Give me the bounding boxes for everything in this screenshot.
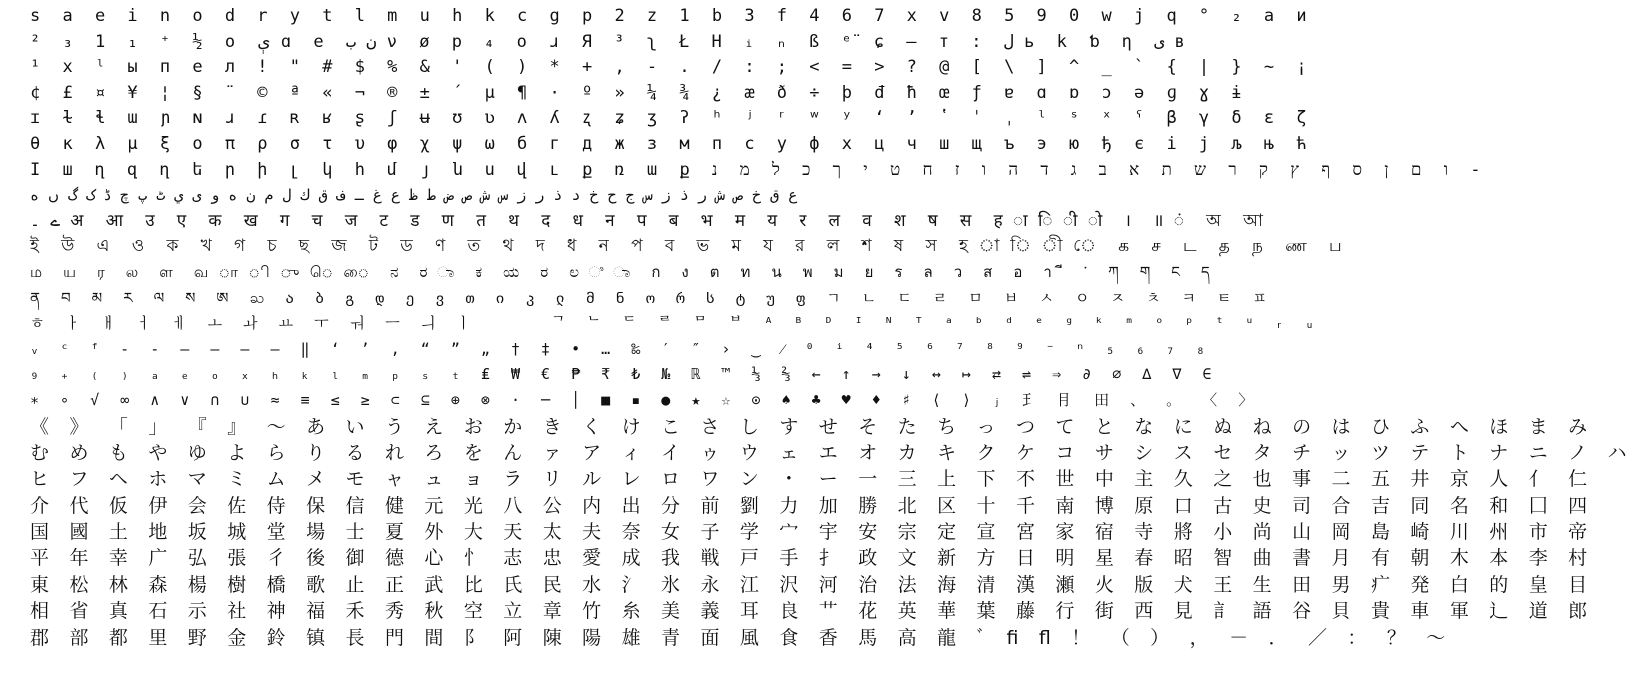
glyph-row: ᵥ ᶜ ᶠ ‐ ‑ ‒ – — ― ‖ ‘ ’ ‚ “ ” „ † ‡ • … ‰ ′ ″ › ‿ ⁄ ⁰ ⁱ ⁴ ⁵ ⁶ ⁷ ⁸ ⁹ ⁻ ⁿ ₅ ₆ ₇ ₈ xyxy=(30,339,1211,358)
glyph-row: ই উ এ ও ক খ গ চ ছ জ ট ড ণ ত থ দ ধ ন প ব ভ ম য র ল শ ষ স হ া ি ী ে க ச ட த ந ண ப xyxy=(30,236,1348,257)
glyph-row: ﻉ ﻕ ﺥ ﺹ ﺵ ﺭ ﺫ ﺯ ﺱ ﺝ ﺡ ﺥ ﺩ ذ ﺭ ﺯ ﺱ ﺵ ﺹ ﺽ ﻁ ﻅ ﻉ ﻍ ـ ﻑ ﻕ ﻙ ﻝ ﻡ ﻥ ﻩ ﻭ ﻯ ﻱ ٹ پ چ ڈ ک گ ں ه xyxy=(30,186,798,205)
glyph-row: 平 年 幸 广 弘 張 彳 後 御 德 心 忄 志 忠 愛 成 我 戦 戸 手 扌 政 文 新 方 日 明 星 春 昭 智 曲 書 月 有 朝 木 本 李 村 xyxy=(30,547,1595,570)
glyph-row: む め も や ゆ よ ら り る れ ろ を ん ァ ア ィ イ ゥ ウ ェ エ オ カ キ ク ケ コ サ シ ス セ タ チ ッ ツ テ ト ナ ニ ノ ハ xyxy=(30,441,1634,464)
glyph-row: 東 松 林 森 楊 樹 橋 歌 止 正 武 比 氏 民 水 氵 氷 永 江 沢 河 治 法 海 清 漢 瀬 火 版 犬 王 生 田 男 疒 発 白 的 皇 目 xyxy=(30,573,1595,596)
glyph-row: 郡 部 都 里 野 金 鈴 镇 長 門 間 阝 阿 陳 陽 雄 青 面 風 食 香 馬 高 龍 ﾞ ﬁ ﬂ ！ （ ） ， － ． ／ ： ？ ～ xyxy=(30,626,1453,649)
glyph-row: ے ۔ अ आ उ ए क ख ग च ज ट ड ण त थ द ध न प ब भ म य र ल व श ष स ह ा ि ी ो । ॥ ं অ আ xyxy=(30,210,1269,231)
glyph-sheet xyxy=(30,4,1634,651)
glyph-row: 介 代 仮 伊 会 佐 侍 保 信 健 元 光 八 公 内 出 分 前 劉 力 加 勝 北 区 十 千 南 博 原 口 古 史 司 合 吉 同 名 和 囗 四 xyxy=(30,494,1595,517)
glyph-row: 国 國 土 地 坂 城 堂 場 士 夏 外 大 天 太 夫 奈 女 子 学 宀 宇 安 宗 定 宣 宮 家 宿 寺 將 小 尚 山 岡 島 崎 川 州 市 帝 xyxy=(30,521,1595,544)
glyph-row: ₉ ₊ ₍ ₎ ₐ ₑ ₒ ₓ ₕ ₖ ₗ ₘ ₚ ₛ ₜ ₤ ₩ € ₱ ₹ ₺ № ℝ ™ ⅓ ⅔ ← ↑ → ↓ ↔ ↦ ⇄ ⇌ ⇒ ∂ ∅ ∆ ∇ ∈ xyxy=(30,365,1218,384)
glyph-row: ན བ མ ར ལ ས ཨ ႀ ა ბ გ დ ე ვ თ ი კ ლ მ ნ ო რ ს ტ უ ფ ㄱ ㄴ ㄷ ㄹ ㅁ ㅂ ㅅ ㅇ ㅈ ㅊ ㅋ ㅌ ㅍ xyxy=(30,288,1273,307)
glyph-row: 相 省 真 石 示 社 神 福 禾 秀 秋 空 立 章 竹 糸 美 義 耳 良 艹 花 英 華 葉 藤 行 街 西 見 訁 語 谷 貝 貴 車 軍 辶 道 郎 xyxy=(30,600,1595,623)
glyph-row: ¹ x ˡ ы п е л ! " # $ % & ' ( ) * + , - . / : ; < = > ? @ [ \ ] ^ _ ` { | } ~ ¡ xyxy=(30,57,1313,78)
glyph-row: ɪ ɫ ɬ ɯ ɲ ɴ ɹ ɾ ʀ ʁ ʂ ʃ ʉ ʊ ʋ ʌ ʎ ʐ ʑ ʒ ʔ ʰ ʲ ʳ ʷ ʸ ʻ ʼ ʽ ˈ ˌ ˡ ˢ ˣ ˤ β γ δ ε ζ xyxy=(30,108,1313,129)
glyph-row: ㅎ ㅏ ㅐ ㅓ ㅔ ㅗ ㅘ ㅛ ㅜ ㅝ ㅡ ㅢ ㅣ ᅟ ᅠ ᄀ ᄂ ᄃ ᄅ ᄆ ᄇ ᴬ ᴮ ᴰ ᴵ ᴺ ᵀ ᵃ ᵇ ᵈ ᵉ ᵍ ᵏ ᵐ ᵒ ᵖ ᵗ ᵘ ᵣ ᵤ xyxy=(30,314,1321,333)
glyph-row: s a e i n o d r y t l m u h k c g p 2 z 1 b 3 f 4 6 7 x v 8 5 9 0 w j q ° ₂ a и xyxy=(30,6,1313,26)
glyph-row: ² ₃ 1 ₁ ⁺ ½ o ې ɑ e ن ب ν ø p ₄ o ɹ Я ³ ʅ Ł H ᵢ ₙ ß ᵉ̈ ɕ – т : ل ь k ƅ η ى в xyxy=(30,31,1191,52)
glyph-row: ¢ £ ¤ ¥ ¦ § ¨ © ª « ¬ ® ± ´ µ ¶ · º » ¼ ¾ ¿ æ ð ÷ þ đ ħ œ ƒ ɐ ɑ ɒ ɔ ə ɡ ɣ ɨ xyxy=(30,82,1248,103)
glyph-row: θ κ λ μ ξ ο π ρ σ τ υ φ χ ψ ω б г д ж з м п с у ф х ц ч ш щ ъ э ю ђ є і ј љ њ ћ xyxy=(30,133,1313,154)
glyph-row: ヒ フ ヘ ホ マ ミ ム メ モ ャ ュ ョ ラ リ ル レ ロ ワ ン ・ ー 一 三 上 下 不 世 中 主 久 之 也 事 二 五 井 京 人 亻 仁 xyxy=(30,468,1595,491)
glyph-row: ∗ ∘ √ ∞ ∧ ∨ ∩ ∪ ≈ ≡ ≤ ≥ ⊂ ⊆ ⊕ ⊗ ⋅ ─ │ ■ ▪ ● ★ ☆ ⊙ ♠ ♣ ♥ ♦ ♯ ⟨ ⟩ ⱼ ⺩ ⺝ ⽥ 、 。 〈 〉 xyxy=(30,390,1260,409)
glyph-row: 《 》 「 」 『 』 〜 あ い う え お か き く け こ さ し す せ そ た ち っ つ て と な に ぬ ね の は ひ ふ へ ほ ま み xyxy=(30,415,1595,438)
glyph-row: Ӏ ш ղ զ ղ ե ր ի լ կ հ մ յ ն ս վ ւ ք ռ ա ք ו ם ן ס ף ץ ק ר ש ת א ב ג ד ה ו ז ח ט י ך כ ל מ נ - xyxy=(30,159,1487,180)
glyph-row: ம ய ர ல ள வ ா ி ு ெ ை ನ ರ ಾ ಕ ಯ ರ ಲ ಿ ಾ ก ง ต ท น พ ม ย ร ล ว ส อ า ี ་ ཀ ག ང ད xyxy=(30,262,1216,281)
